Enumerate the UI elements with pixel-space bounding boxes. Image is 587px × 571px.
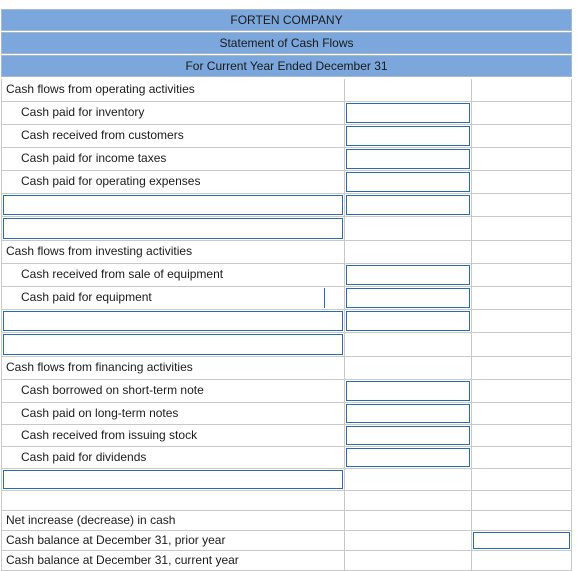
line-item-label: Cash received from customers — [21, 128, 184, 142]
line-item-label: Cash paid on long-term notes — [21, 406, 179, 420]
operating-heading: Cash flows from operating activities — [6, 82, 195, 96]
table-row — [1, 171, 572, 194]
amount-input[interactable] — [473, 532, 570, 549]
spacer-row — [1, 491, 572, 511]
line-item-label: Cash paid for equipment — [21, 290, 152, 304]
operating-total-row — [1, 194, 572, 217]
table-row — [1, 125, 572, 148]
financing-net-row — [1, 469, 572, 491]
statement-title: Statement of Cash Flows — [1, 32, 572, 54]
net-label-input[interactable] — [3, 218, 343, 239]
company-name: FORTEN COMPANY — [1, 9, 572, 31]
table-row — [1, 447, 572, 469]
line-item-label: Cash paid for income taxes — [21, 151, 167, 165]
financing-heading: Cash flows from financing activities — [6, 360, 193, 374]
table-row — [1, 380, 572, 403]
investing-heading: Cash flows from investing activities — [6, 244, 193, 258]
amount-input[interactable] — [346, 381, 470, 401]
line-item-label: Cash paid for operating expenses — [21, 174, 201, 188]
net-label-input[interactable] — [3, 334, 343, 355]
amount-input[interactable] — [346, 404, 470, 423]
table-row — [1, 102, 572, 125]
table-row — [1, 264, 572, 287]
table-row — [1, 425, 572, 447]
investing-total-row — [1, 310, 572, 333]
financing-heading-row — [1, 357, 572, 380]
amount-input[interactable] — [346, 426, 470, 445]
amount-input[interactable] — [346, 126, 470, 146]
table-row — [1, 148, 572, 171]
amount-input[interactable] — [346, 149, 470, 169]
net-change-row — [1, 511, 572, 531]
table-row — [1, 287, 572, 310]
prior-balance-row — [1, 531, 572, 551]
amount-input[interactable] — [346, 265, 470, 285]
amount-input[interactable] — [346, 288, 470, 308]
investing-heading-row — [1, 241, 572, 264]
amount-input[interactable] — [346, 195, 470, 215]
line-item-label: Cash received from sale of equipment — [21, 267, 224, 281]
current-balance-row — [1, 551, 572, 571]
operating-heading-row — [1, 79, 572, 102]
net-change-label: Net increase (decrease) in cash — [6, 513, 176, 527]
line-item-label: Cash received from issuing stock — [21, 428, 198, 442]
statement-period: For Current Year Ended December 31 — [1, 55, 572, 77]
total-label-input[interactable] — [3, 311, 343, 331]
table-row — [1, 403, 572, 425]
current-balance-label: Cash balance at December 31, current year — [6, 553, 239, 567]
total-label-input[interactable] — [3, 195, 343, 215]
prior-balance-label: Cash balance at December 31, prior year — [6, 533, 226, 547]
amount-input[interactable] — [346, 172, 470, 192]
operating-net-row — [1, 217, 572, 241]
amount-input[interactable] — [346, 448, 470, 467]
line-item-label: Cash borrowed on short-term note — [21, 383, 204, 397]
net-label-input[interactable] — [3, 470, 343, 489]
investing-net-row — [1, 333, 572, 357]
line-item-label: Cash paid for dividends — [21, 450, 147, 464]
amount-input[interactable] — [346, 103, 470, 123]
line-item-label: Cash paid for inventory — [21, 105, 145, 119]
amount-input[interactable] — [346, 311, 470, 331]
